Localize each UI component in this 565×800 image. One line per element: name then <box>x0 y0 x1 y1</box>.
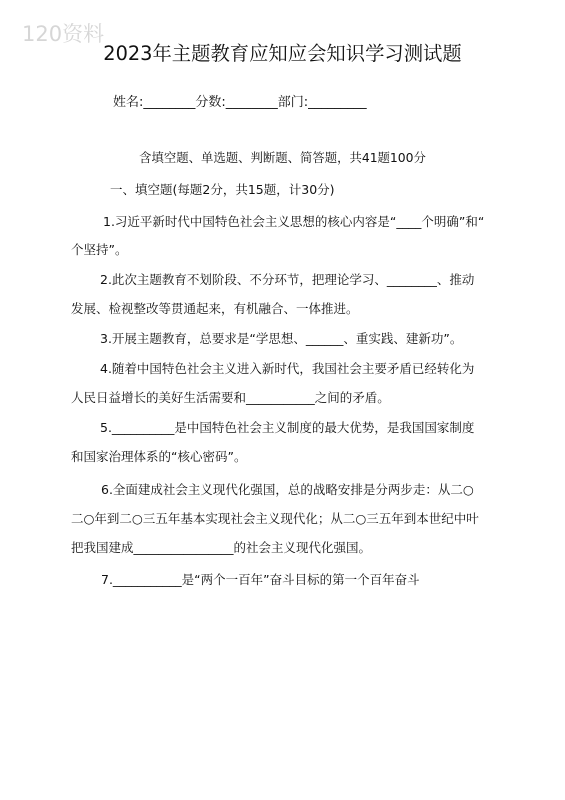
question-5-line-2: 和国家治理体系的“核心密码”。 <box>71 449 247 464</box>
section-title: 一、填空题(每题2分，共15题，计30分) <box>110 182 335 197</box>
question-2-line-2: 发展、检视整改等贯通起来，有机融合、一体推进。 <box>71 301 359 316</box>
question-4-line-2: 人民日益增长的美好生活需要和___________之间的矛盾。 <box>71 390 390 405</box>
question-5-line-1: 5.__________是中国特色社会主义制度的最大优势，是我国国家制度 <box>100 420 475 435</box>
dept-blank: _________ <box>308 95 367 110</box>
question-6-line-2: 二○年到二○三五年基本实现社会主义现代化；从二○三五年到本世纪中叶 <box>71 511 479 526</box>
question-3-line-1: 3.开展主题教育，总要求是“学思想、______、重实践、建新功”。 <box>100 331 463 346</box>
question-1-line-2: 个坚持”。 <box>71 242 128 257</box>
dept-label: 部门: <box>277 95 309 110</box>
watermark: 120资料 <box>22 22 105 46</box>
question-7-line-1: 7.___________是“两个一百年”奋斗目标的第一个百年奋斗 <box>101 572 420 587</box>
page-title: 2023年主题教育应知应会知识学习测试题 <box>103 42 462 65</box>
question-2-line-1: 2.此次主题教育不划阶段、不分环节，把理论学习、________、推动 <box>100 272 475 287</box>
question-6-line-3: 把我国建成________________的社会主义现代化强国。 <box>71 540 372 555</box>
question-6-line-1: 6.全面建成社会主义现代化强国，总的战略安排是分两步走：从二○ <box>101 482 474 497</box>
name-label: 姓名: <box>113 95 144 110</box>
info-line <box>113 91 367 110</box>
question-4-line-1: 4.随着中国特色社会主义进入新时代，我国社会主要矛盾已经转化为 <box>100 361 475 376</box>
score-blank: ________ <box>225 95 278 110</box>
question-1-line-1: 1.习近平新时代中国特色社会主义思想的核心内容是“____个明确”和“ <box>103 214 485 229</box>
exam-summary: 含填空题、单选题、判断题、简答题，共41题100分 <box>139 150 426 165</box>
name-blank: ________ <box>143 95 196 110</box>
score-label: 分数: <box>195 95 226 110</box>
